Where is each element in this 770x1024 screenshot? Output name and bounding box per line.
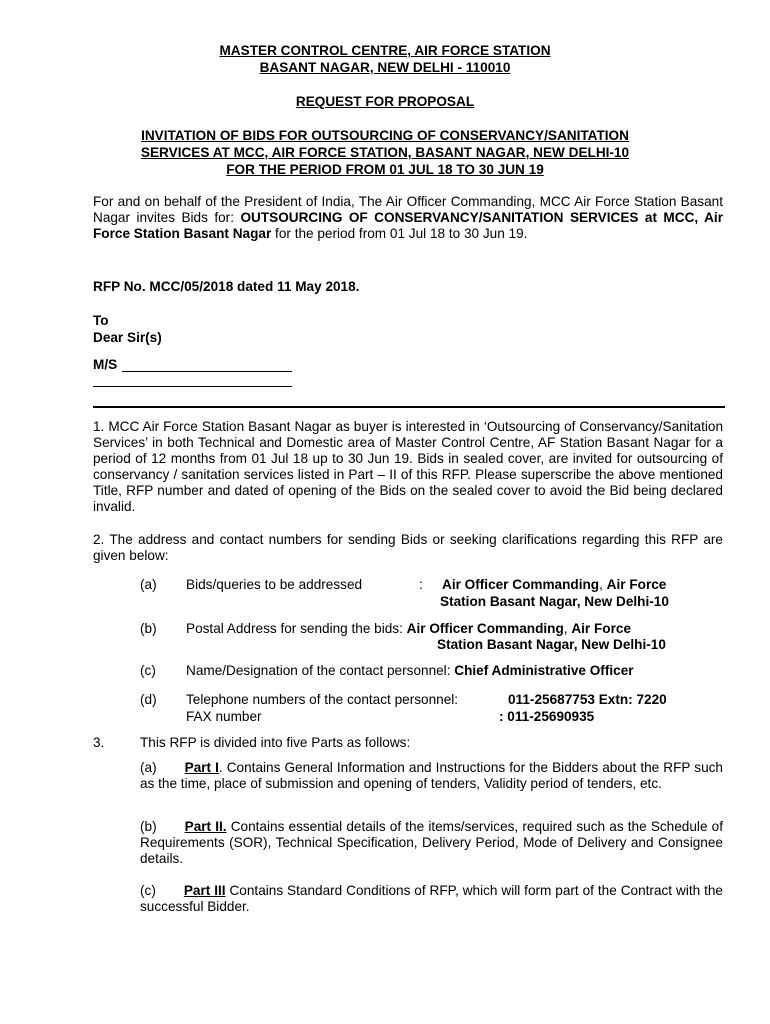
item-3b <box>140 819 723 867</box>
item-2a-value-1 <box>442 577 666 593</box>
item-2c-line <box>186 663 634 679</box>
item-2a-label: Bids/queries to be addressed <box>186 577 363 592</box>
paragraph-3-text: This RFP is divided into five Parts as follows: <box>140 735 411 750</box>
item-3b-part: Part II. <box>184 819 227 834</box>
item-3c-mark: (c) <box>140 883 156 898</box>
to-label: To <box>93 313 109 328</box>
item-2b-line <box>186 621 631 637</box>
item-2b-value-2: Station Basant Nagar, New Delhi-10 <box>437 637 666 652</box>
horizontal-divider <box>93 406 725 408</box>
rfp-number: RFP No. MCC/05/2018 dated 11 May 2018. <box>93 279 360 294</box>
item-2d-mark: (d) <box>140 692 157 707</box>
item-2d-value-1: 011-25687753 Extn: 7220 <box>508 692 667 707</box>
item-2d-label-2: FAX number <box>186 709 262 724</box>
item-3a-text: . Contains General Information and Instructions for the Bidders about the RFP such as the time, place of submission and opening of tenders, Validity period of tenders, etc. <box>140 760 723 791</box>
item-2d-label-1: Telephone numbers of the contact personnel: <box>186 692 459 707</box>
item-2b-value-tail: Air Force <box>571 621 632 636</box>
ms-blank-line-2 <box>93 386 292 387</box>
invitation-line-2: SERVICES AT MCC, AIR FORCE STATION, BASANT NAGAR, NEW DELHI-10 <box>140 145 630 160</box>
paragraph-3-number: 3. <box>93 735 105 750</box>
item-2b-label: Postal Address for sending the bids: <box>186 621 407 636</box>
intro-text: For and on behalf of the President of India, The Air Officer Commanding, MCC Air Force Station Basant Nagar invites Bids for: <box>93 194 723 225</box>
item-2a-value-2: Station Basant Nagar, New Delhi-10 <box>440 594 669 609</box>
item-3c <box>140 883 723 915</box>
item-2c-mark: (c) <box>140 663 156 678</box>
item-2c-value: Chief Administrative Officer <box>454 663 634 678</box>
item-2b-value-sep: , <box>563 621 572 636</box>
item-3b-text: Contains essential details of the items/services, required such as the Schedule of Requirements (SOR), Technical Specification, Delivery Period, Mode of Delivery and Consignee details. <box>140 819 723 866</box>
header-line-2: BASANT NAGAR, NEW DELHI - 110010 <box>259 60 511 75</box>
item-2a-mark: (a) <box>140 577 157 592</box>
invitation-line-1: INVITATION OF BIDS FOR OUTSOURCING OF CONSERVANCY/SANITATION <box>141 128 629 143</box>
item-3a-mark: (a) <box>140 760 157 775</box>
intro-bold-text: OUTSOURCING OF CONSERVANCY/SANITATION SERVICES at MCC, Air Force Station Basant Nagar <box>93 210 724 241</box>
ms-blank-line-1 <box>122 371 292 372</box>
item-3b-mark: (b) <box>140 819 157 834</box>
item-2a-value-tail: Air Force <box>606 577 667 592</box>
intro-paragraph <box>93 194 723 242</box>
intro-end-text: for the period from 01 Jul 18 to 30 Jun 19. <box>271 226 528 241</box>
rfp-heading: REQUEST FOR PROPOSAL <box>295 94 475 109</box>
paragraph-2: 2. The address and contact numbers for sending Bids or seeking clarifications regarding this RFP are given below: <box>93 532 723 563</box>
item-2a-value-sep: , <box>599 577 607 592</box>
item-3a <box>140 760 723 792</box>
ms-label: M/S <box>93 357 118 372</box>
item-2a-colon: : <box>419 577 423 592</box>
item-3c-part: Part III <box>183 883 226 898</box>
header-line-1: MASTER CONTROL CENTRE, AIR FORCE STATION <box>219 43 551 58</box>
item-2d-value-2: : 011-25690935 <box>499 709 595 724</box>
item-2c-label: Name/Designation of the contact personnel: <box>186 663 455 678</box>
salutation: Dear Sir(s) <box>93 330 162 345</box>
paragraph-1: 1. MCC Air Force Station Basant Nagar as buyer is interested in ‘Outsourcing of Conservancy/Sanitation Services’ in both Technical and Domestic area of Master Control Centre, AF Station Basant Nagar for a period of 12 months from 01 Jul 18 up to 30 Jun 19. Bids in sealed cover, are invited for outsourcing of conservancy / sanitation services listed in Part – II of this RFP. Please superscribe the above mentioned Title, RFP number and dated of opening of the Bids on the sealed cover to avoid the Bid being declared invalid. <box>93 419 723 514</box>
invitation-line-3: FOR THE PERIOD FROM 01 JUL 18 TO 30 JUN 19 <box>226 162 544 177</box>
item-3a-part: Part I <box>184 760 219 775</box>
item-2b-value-name: Air Officer Commanding <box>406 621 564 636</box>
item-2a-value-name: Air Officer Commanding <box>442 577 600 592</box>
item-3c-text: Contains Standard Conditions of RFP, which will form part of the Contract with the successful Bidder. <box>140 883 723 914</box>
item-2b-mark: (b) <box>140 621 157 636</box>
